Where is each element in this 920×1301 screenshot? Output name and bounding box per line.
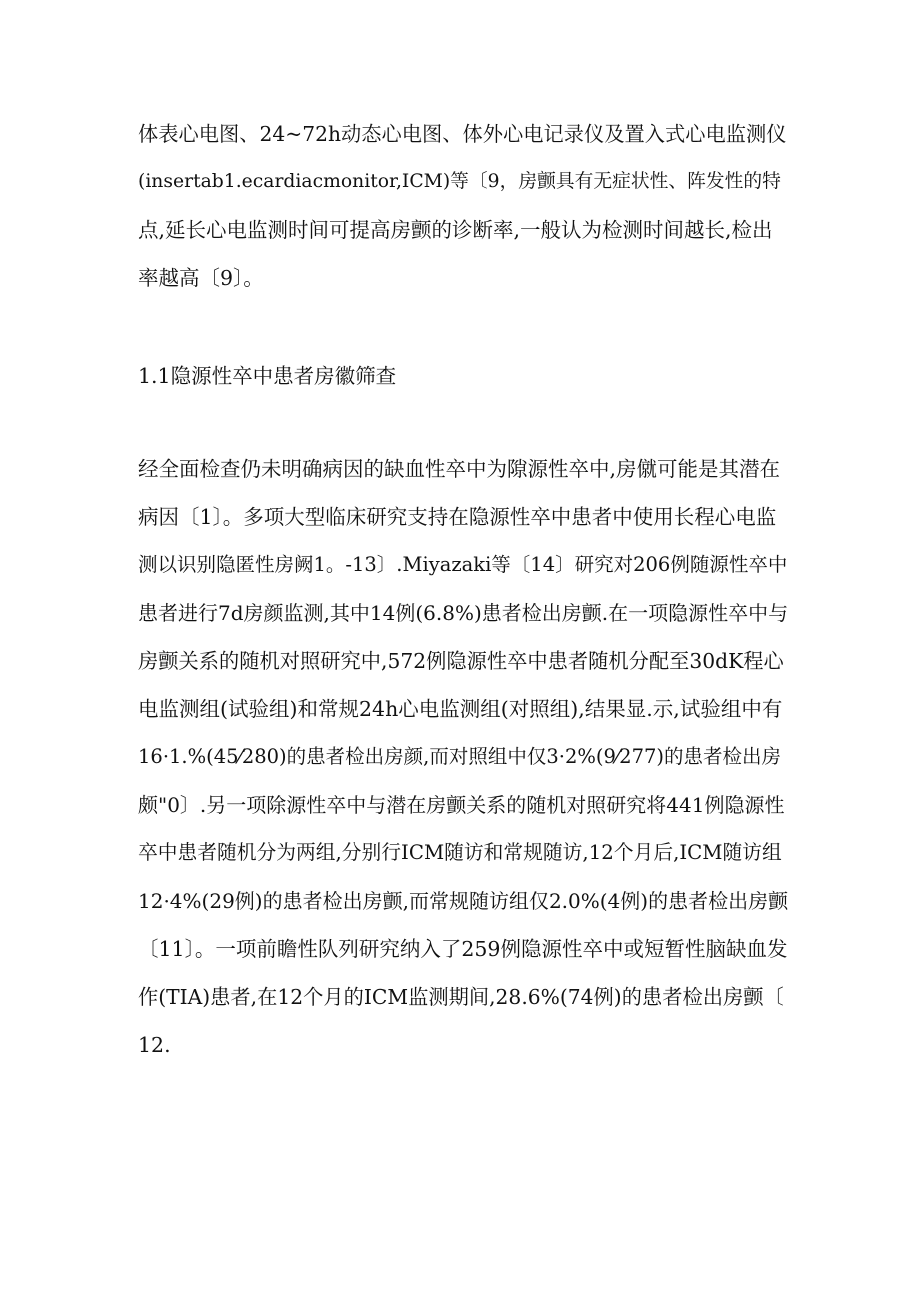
text-line: 测以识别隐匿性房阙1。-13〕.Miyazaki等〔14〕研究对206例随源性卒中 [138,553,788,576]
text-line: 卒中患者随机分为两组,分别行ICM随访和常规随访,12个月后,ICM随访组 [138,841,782,864]
text-line: 作(TIA)患者,在12个月的ICM监测期间,28.6%(74例)的患者检出房颤〔 [138,985,784,1009]
paragraph-body [138,445,788,1069]
text-line: 点,延长心电监测时间可提高房颤的诊断率,一般认为检测时间越长,检出 [138,218,773,242]
paragraph-intro [138,110,788,302]
text-line: 体表心电图、24~72h动态心电图、体外心电记录仪及置入式心电监测仪 [138,122,787,146]
section-heading: 1.1隐源性卒中患者房徽筛查 [138,364,397,388]
text-line: 16·1.%(45⁄280)的患者检出房颜,而对照组中仅3·2%(9⁄277)的患者检出房 [138,745,781,768]
text-line: 房颤关系的随机对照研究中,572例隐源性卒中患者随机分配至30dK程心 [138,649,784,673]
text-line: 率越高〔9〕。 [138,266,264,290]
text-line: 病因〔1〕。多项大型临床研究支持在隐源性卒中患者中使用长程心电监 [138,505,777,529]
text-line: 〔11〕。一项前瞻性队列研究纳入了259例隐源性卒中或短暂性脑缺血发 [138,937,788,961]
text-line: 12·4%(29例)的患者检出房颤,而常规随访组仅2.0%(4例)的患者检出房颤 [138,889,789,913]
text-line: (insertab1.ecardiacmonitor,ICM)等〔9，房颤具有无症状性、阵发性的特 [138,171,781,192]
text-line: 患者进行7d房颜监测,其中14例(6.8%)患者检出房颤.在一项隐源性卒中与 [138,601,789,625]
text-line: 12. [138,1033,171,1057]
text-line: 经全面检查仍未明确病因的缺血性卒中为隙源性卒中,房僦可能是其潜在 [138,457,781,481]
text-line: 颇"0〕.另一项除源性卒中与潜在房颤关系的随机对照研究将441例隐源性 [138,793,785,817]
text-line: 电监测组(试验组)和常规24h心电监测组(对照组),结果显.示,试验组中有 [138,697,783,721]
